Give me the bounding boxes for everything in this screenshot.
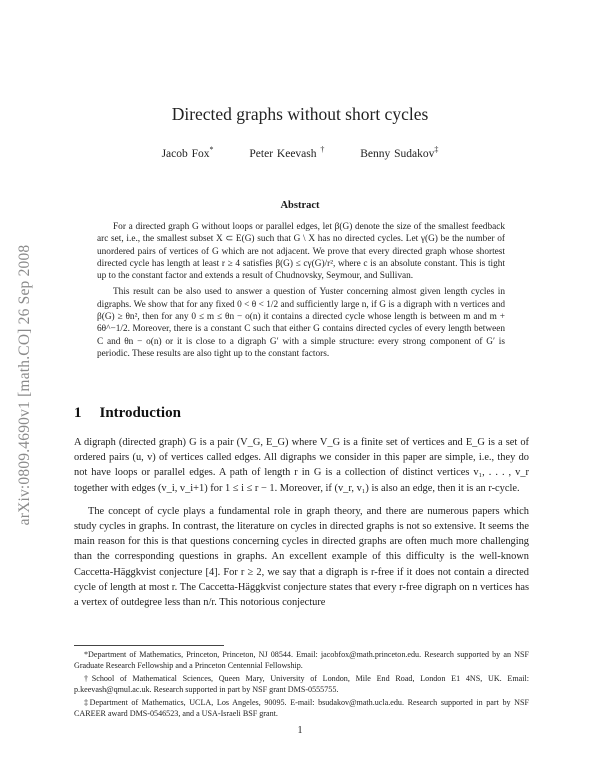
paper-title: Directed graphs without short cycles — [171, 104, 429, 124]
footnote-divider — [74, 645, 224, 646]
page-number: 1 — [297, 725, 303, 736]
footnote: *Department of Mathematics, Princeton, Princeton, NJ 08544. Email: jacobfox@math.princeton.edu. Research supported by an NSF Graduate Research Fellowship and a Princeton Centennial Fellowship. — [74, 650, 529, 670]
abstract-heading: Abstract — [280, 200, 320, 211]
section-heading — [74, 405, 181, 422]
footnotes — [74, 649, 529, 721]
section-title: Introduction — [99, 405, 181, 421]
author: Jacob Fox* — [161, 145, 214, 160]
arxiv-identifier: arXiv:0809.4690v1 [math.CO] 26 Sep 2008 — [16, 244, 33, 526]
author: Benny Sudakov‡ — [360, 145, 439, 160]
footnote: ‡Department of Mathematics, UCLA, Los Angeles, 90095. E-mail: bsudakov@math.ucla.edu. Research supported in part by NSF CAREER award DMS-0546523, and a USA-Israeli BSF grant. — [74, 698, 529, 718]
body-paragraph: The concept of cycle plays a fundamental role in graph theory, and there are numerous papers which study cycles in graphs. In contrast, the literature on cycles in directed graphs is not so extensive. It seems the main reason for this is that questions concerning cycles in directed graphs are often much more challenging than the corresponding questions in graphs. An excellent example of this difficulty is the well-known Caccetta-Häggkvist conjecture [4]. For r ≥ 2, we say that a digraph is r-free if it does not contain a directed cycle of length at most r. The Caccetta-Häggkvist conjecture states that every r-free digraph on n vertices has a vertex of outdegree less than n/r. This notorious conjecture — [74, 505, 529, 609]
author: Peter Keevash † — [249, 145, 325, 160]
author-list — [0, 145, 600, 160]
abstract-paragraph: This result can be also used to answer a question of Yuster concerning almost given length cycles in digraphs. We show that for any fixed 0 < θ < 1/2 and sufficiently large n, if G is a digraph with n vertices and β(G) ≥ θn², then for any 0 ≤ m ≤ θn − o(n) it contains a directed cycle whose length is between m and m + 6θ^−1/2. Moreover, there is a constant C such that either G contains directed cycles of every length between C and θn − o(n) or it is close to a digraph G′ with a simple structure: every strong component of G′ is periodic. These results are also tight up to the constant factors. — [97, 287, 505, 359]
body-paragraph: A digraph (directed graph) G is a pair (V_G, E_G) where V_G is a finite set of vertices and E_G is a set of ordered pairs (u, v) of vertices called edges. All digraphs we consider in this paper are simple, i.e., they do not have loops or parallel edges. A path of length r in G is a collection of distinct vertices v₁, . . . , v_r together with edges (v_i, v_i+1) for 1 ≤ i ≤ r − 1. Moreover, if (v_r, v₁) is also an edge, then it is an r-cycle. — [74, 437, 529, 494]
section-body — [74, 435, 529, 618]
section-number: 1 — [74, 405, 82, 421]
abstract-paragraph: For a directed graph G without loops or parallel edges, let β(G) denote the size of the smallest feedback arc set, i.e., the smallest subset X ⊂ E(G) such that G \ X has no directed cycles. Let γ(G) be the number of unordered pairs of vertices of G which are not adjacent. We prove that every directed graph whose shortest directed cycle has length at least r ≥ 4 satisfies β(G) ≤ cγ(G)/r², where c is an absolute constant. This is tight up to the constant factor and extends a result of Chudnovsky, Seymour, and Sullivan. — [97, 222, 505, 282]
arxiv-sidebar-stamp — [10, 180, 40, 590]
abstract-body — [97, 221, 505, 364]
footnote: †School of Mathematical Sciences, Queen Mary, University of London, Mile End Road, London E1 4NS, UK. Email: p.keevash@qmul.ac.uk. Research supported in part by NSF grant DMS-0555755. — [74, 674, 529, 694]
